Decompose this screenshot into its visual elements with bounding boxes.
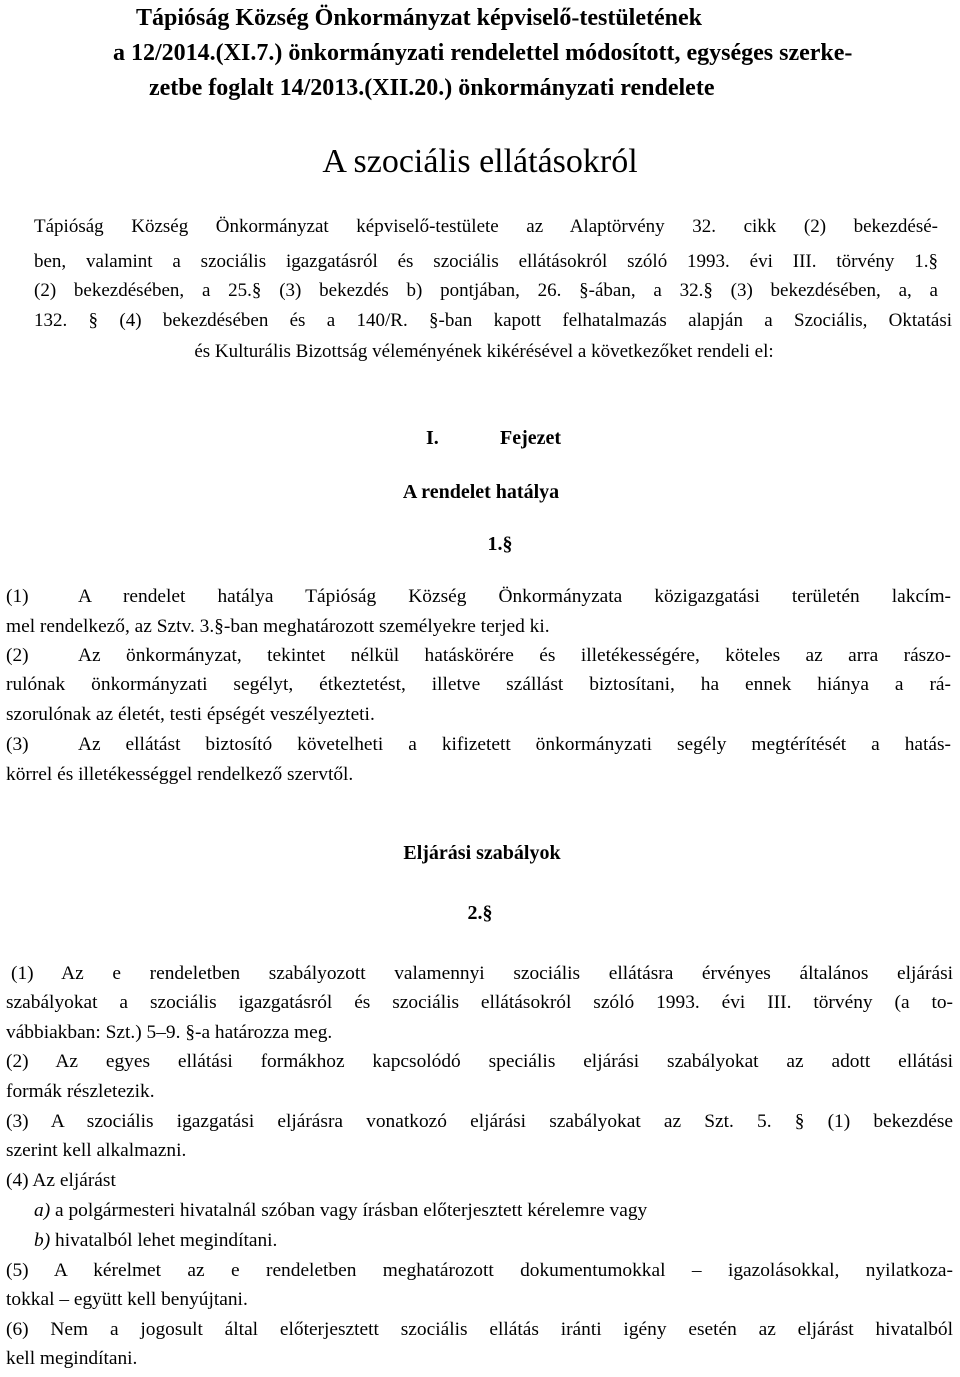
s2-p4-item-a-text: a polgármesteri hivatalnál szóban vagy írásban előterjesztett kérelemre vagy [50, 1200, 648, 1221]
chapter-number: I. [426, 427, 439, 449]
preamble-line-2: ben, valamint a szociális igazgatásról és szociális ellátásokról szóló 1993. évi III. törvény 1.§ [34, 251, 938, 272]
s2-p3-line-2: szerint kell alkalmazni. [6, 1140, 187, 1161]
s1-p3-label: (3) [6, 734, 29, 755]
s1-p3-line-1: Az ellátást biztosító követelheti a kifizetett önkormányzati segély megtérítését a hatás- [78, 734, 951, 755]
s2-p2-line-1: (2) Az egyes ellátási formákhoz kapcsolódó speciális eljárási szabályokat az adott ellátási [6, 1051, 953, 1072]
s1-p3-line-2: körrel és illetékességgel rendelkező szervtől. [6, 764, 354, 785]
s2-p1-line-3: vábbiakban: Szt.) 5–9. §-a határozza meg. [6, 1022, 333, 1043]
s1-p1-label: (1) [6, 586, 29, 607]
s2-p4-item-b-label: b) [34, 1230, 51, 1251]
s2-p1-line-2: szabályokat a szociális igazgatásról és szociális ellátásokról szóló 1993. évi III. törvény (a to- [6, 992, 953, 1013]
s2-p6-line-2: kell megindítani. [6, 1348, 138, 1369]
s2-p6-line-1: (6) Nem a jogosult által előterjesztett szociális ellátás iránti igény esetén az eljárást hivatalból [6, 1319, 953, 1340]
subject-title: A szociális ellátásokról [322, 143, 638, 180]
preamble-line-4: 132. § (4) bekezdésében és a 140/R. §-ban kapott felhatalmazás alapján a Szociális, Oktatási [34, 310, 952, 331]
s2-p1-line-1: (1) Az e rendeletben szabályozott valamennyi szociális ellátásra érvényes általános eljárási [11, 963, 953, 984]
section-1-number: 1.§ [487, 533, 513, 555]
title-line-2: a 12/2014.(XI.7.) önkormányzati rendelettel módosított, egységes szerke- [113, 40, 853, 66]
s2-p4-item-b [34, 1231, 277, 1250]
s1-p1-line-2: mel rendelkező, az Sztv. 3.§-ban meghatározott személyekre terjed ki. [6, 616, 550, 637]
chapter-title: A rendelet hatálya [402, 481, 560, 503]
s2-p5-line-1: (5) A kérelmet az e rendeletben meghatározott dokumentumokkal – igazolásokkal, nyilatkoza- [6, 1260, 953, 1281]
preamble-line-5: és Kulturális Bizottság véleményének kikérésével a következőket rendeli el: [194, 341, 774, 362]
title-line-1: Tápióság Község Önkormányzat képviselő-testületének [136, 5, 702, 31]
s2-p4-item-a-label: a) [34, 1200, 51, 1221]
s2-p4-item-b-text: hivatalból lehet megindítani. [50, 1230, 278, 1251]
s1-p2-line-1: Az önkormányzat, tekintet nélkül hatáskörére és illetékességére, köteles az arra rászo- [78, 645, 951, 666]
s2-p2-line-2: formák részletezik. [6, 1081, 155, 1102]
s2-p4-intro: (4) Az eljárást [6, 1170, 116, 1191]
title-line-3: zetbe foglalt 14/2013.(XII.20.) önkormányzati rendelete [149, 75, 715, 101]
chapter-word: Fejezet [500, 427, 562, 449]
s2-p5-line-2: tokkal – együtt kell benyújtani. [6, 1289, 248, 1310]
s1-p1-line-1: A rendelet hatálya Tápióság Község Önkormányzata közigazgatási területén lakcím- [78, 586, 951, 607]
s1-p2-line-3: szorulónak az életét, testi épségét veszélyezteti. [6, 704, 375, 725]
procedure-heading: Eljárási szabályok [403, 842, 561, 864]
s2-p3-line-1: (3) A szociális igazgatási eljárásra vonatkozó eljárási szabályokat az Szt. 5. § (1) bekezdése [6, 1111, 953, 1132]
section-2-number: 2.§ [467, 902, 493, 924]
preamble-line-1: Tápióság Község Önkormányzat képviselő-testülete az Alaptörvény 32. cikk (2) bekezdésé- [34, 216, 938, 237]
preamble-line-3: (2) bekezdésében, a 25.§ (3) bekezdés b) pontjában, 26. §-ában, a 32.§ (3) bekezdésében, a, a [34, 280, 938, 301]
s1-p2-label: (2) [6, 645, 29, 666]
s2-p4-item-a [34, 1201, 647, 1220]
s1-p2-line-2: rulónak önkormányzati segélyt, étkeztetést, illetve szállást biztosítani, ha ennek hiánya a rá- [6, 674, 951, 695]
